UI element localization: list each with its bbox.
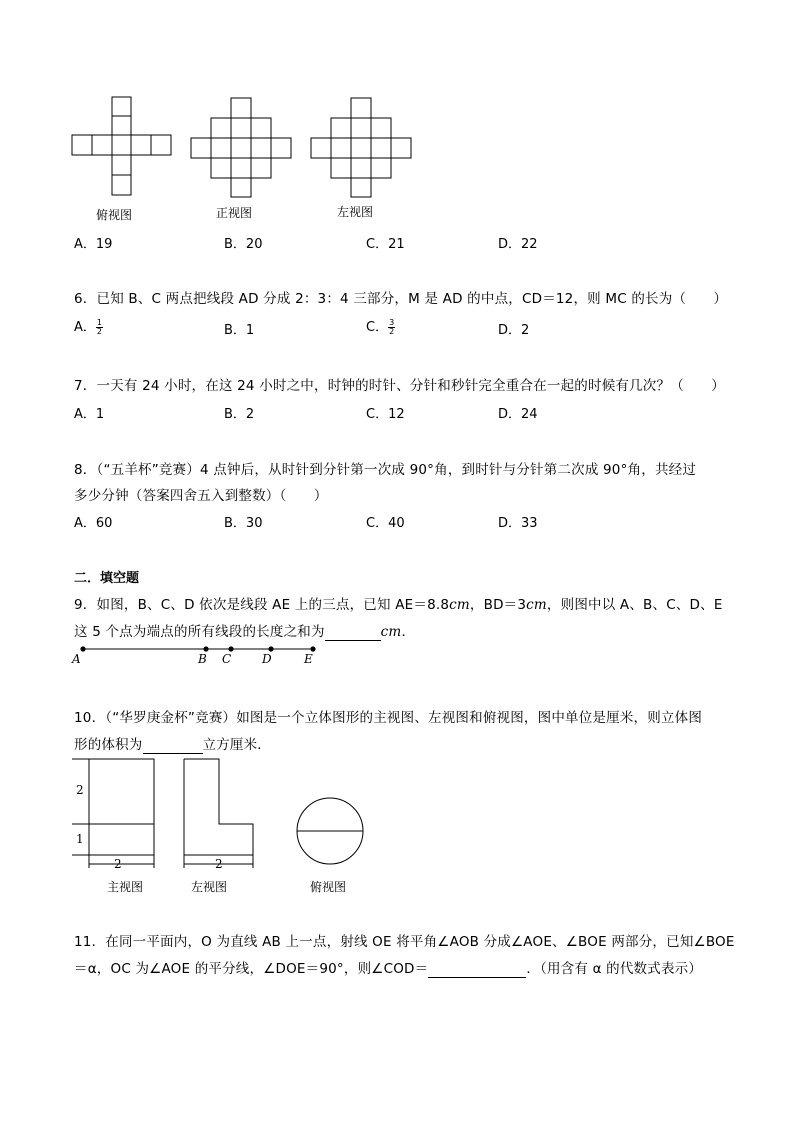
- view-label-top: 俯视图: [310, 880, 347, 894]
- left-view-outline: [184, 759, 253, 855]
- q8-stem-line1: 8．（“五羊杯”竞赛）4 点钟后，从时针到分针第一次成 90°角，到时针与分针第二次成 90°角，共经过: [74, 462, 697, 478]
- section-title: 二．填空题: [74, 571, 140, 586]
- q5-option-a[interactable]: A．19: [74, 237, 113, 252]
- front-view-outline: [89, 759, 154, 855]
- q11-line2: [74, 957, 702, 978]
- view-label-left: 左视图: [337, 205, 374, 219]
- q9-text: ，则图中以 A、B、C、D、E: [546, 597, 723, 613]
- view-label-left: 左视图: [191, 880, 228, 894]
- dim-height-bottom: 1: [76, 832, 84, 846]
- q6-stem: 6．已知 B、C 两点把线段 AD 分成 2：3：4 三部分，M 是 AD 的中点，CD＝12，则 MC 的长为（ ）: [74, 291, 728, 307]
- q10-text: 形的体积为: [74, 737, 143, 753]
- view-label-top: 俯视图: [96, 208, 133, 222]
- dim-height-top: 2: [76, 783, 84, 797]
- q8-option-d[interactable]: D．33: [498, 516, 538, 531]
- option-letter: C．: [366, 320, 389, 335]
- q8-option-a[interactable]: A．60: [74, 516, 113, 531]
- numerator: 1: [96, 318, 102, 327]
- q8-option-c[interactable]: C．40: [366, 516, 405, 531]
- unit-cm: cm: [526, 597, 547, 613]
- q11-text: ．（用含有 α 的代数式表示）: [526, 961, 703, 977]
- q9-text: 这 5 个点为端点的所有线段的长度之和为: [74, 624, 325, 640]
- q6-option-d[interactable]: D．2: [498, 323, 530, 338]
- q8-option-b[interactable]: B．30: [224, 516, 263, 531]
- q5-option-c[interactable]: C．21: [366, 237, 405, 252]
- point-label-d: D: [262, 652, 272, 666]
- q7-stem: 7．一天有 24 小时，在这 24 小时之中，时钟的时针、分针和秒针完全重合在一起的时候有几次？（ ）: [74, 378, 726, 394]
- q9-text: ，BD＝3: [469, 597, 527, 613]
- answer-blank[interactable]: [428, 961, 526, 978]
- denominator: 2: [389, 327, 395, 336]
- q10-line1: 10．（“华罗庚金杯”竞赛）如图是一个立体图形的主视图、左视图和俯视图，图中单位是厘米，则立体图: [74, 710, 703, 726]
- point-label-b: B: [198, 652, 207, 666]
- q7-option-c[interactable]: C．12: [366, 407, 405, 422]
- q9-text: 9．如图，B、C、D 依次是线段 AE 上的三点，已知 AE＝8.8: [74, 597, 450, 613]
- unit-cm: cm: [380, 624, 402, 640]
- q7-option-d[interactable]: D．24: [498, 407, 538, 422]
- dim-width-left: 2: [215, 857, 223, 871]
- denominator: 2: [96, 327, 102, 336]
- q7-option-b[interactable]: B．2: [224, 407, 255, 422]
- dim-width-front: 2: [114, 857, 122, 871]
- view-label-main: 主视图: [107, 880, 144, 894]
- numerator: 3: [389, 318, 395, 327]
- point-label-c: C: [222, 652, 232, 666]
- q9-text: ．: [401, 624, 416, 640]
- option-letter: A．: [74, 320, 96, 335]
- q11-line1: 11．在同一平面内，O 为直线 AB 上一点，射线 OE 将平角∠AOB 分成∠AOE、∠BOE 两部分，已知∠BOE: [74, 934, 735, 950]
- q11-text: ＝α，OC 为∠AOE 的平分线，∠DOE＝90°，则∠COD＝: [74, 961, 429, 977]
- q10-text: 立方厘米．: [202, 737, 271, 753]
- q5-option-d[interactable]: D．22: [498, 237, 538, 252]
- point-label-a: A: [72, 652, 81, 666]
- q6-option-b[interactable]: B．1: [224, 323, 255, 338]
- view-label-front: 正视图: [216, 206, 253, 220]
- q5-option-b[interactable]: B．20: [224, 237, 263, 252]
- q7-option-a[interactable]: A．1: [74, 407, 105, 422]
- unit-cm: cm: [449, 597, 470, 613]
- q8-stem-line2: 多少分钟（答案四舍五入到整数）（ ）: [74, 488, 328, 504]
- point-label-e: E: [304, 652, 313, 666]
